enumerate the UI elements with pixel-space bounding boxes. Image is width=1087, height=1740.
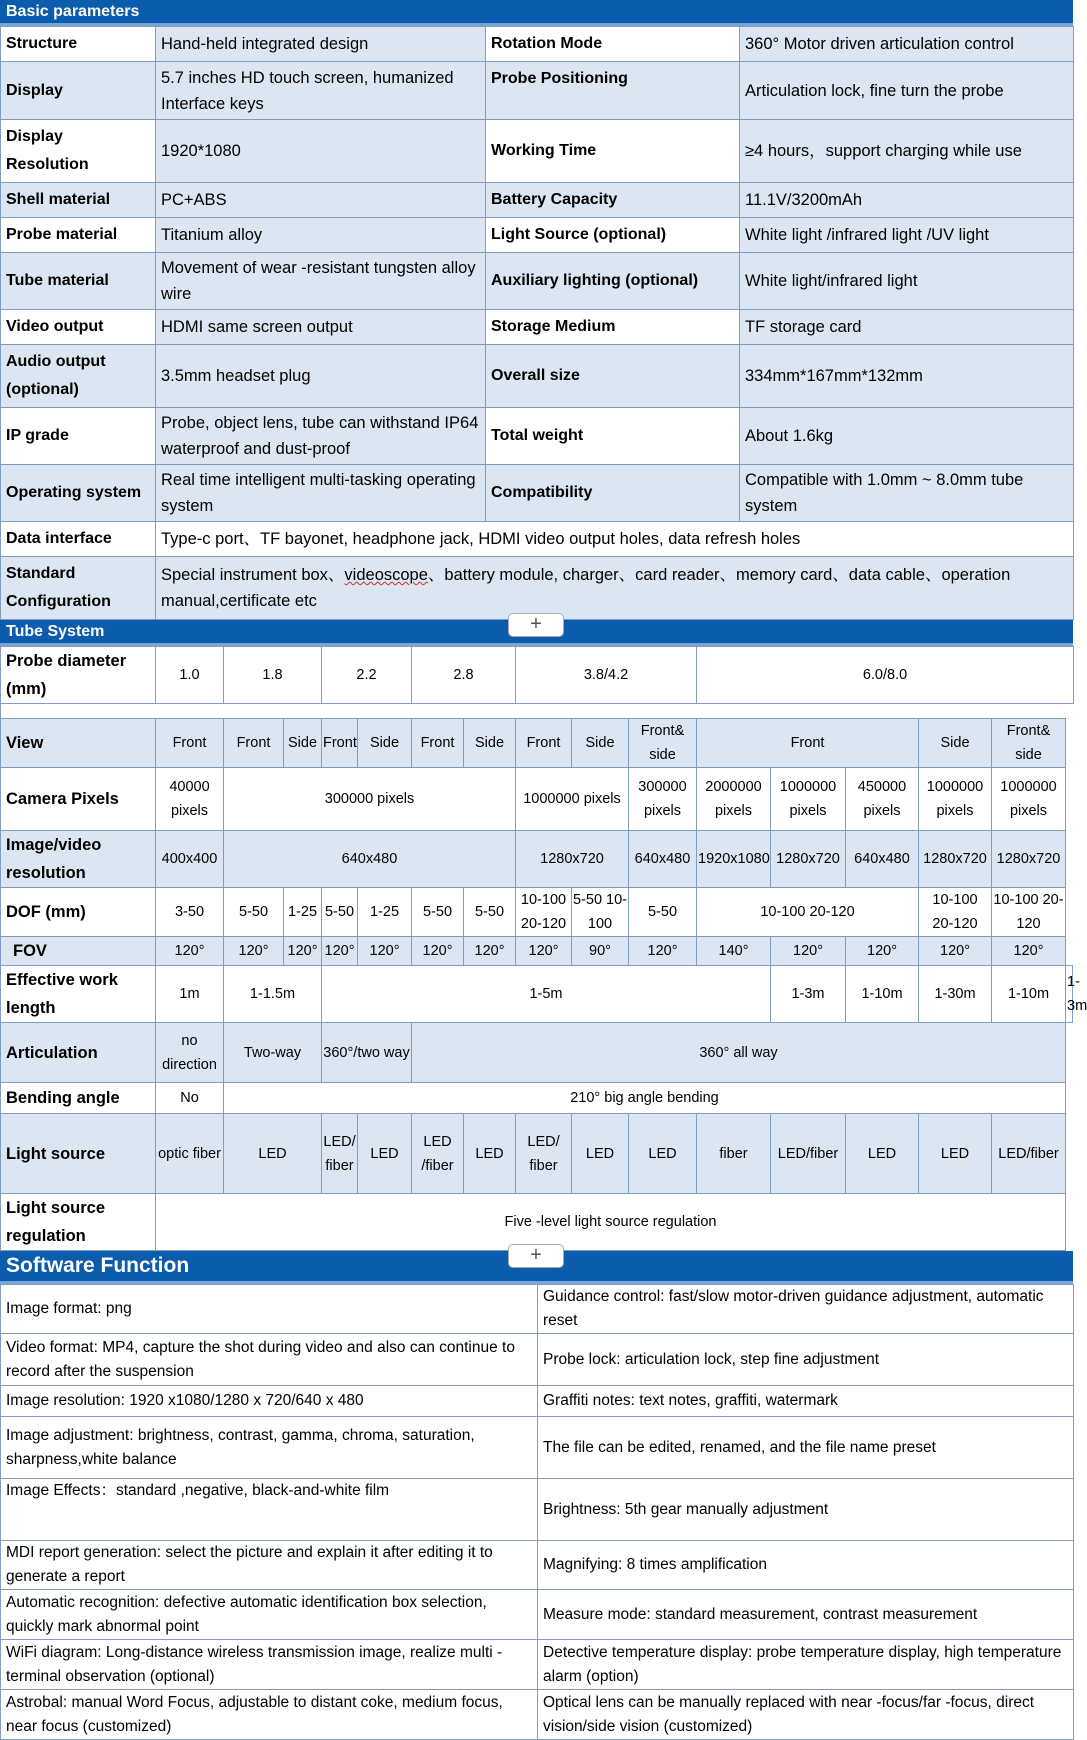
light-source-label: Light source	[1, 1114, 156, 1194]
fov-cell: 120°	[771, 937, 846, 966]
res-cell: 1280x720	[992, 831, 1066, 888]
software-feature-right: Optical lens can be manually replaced with near -focus/far -focus, direct vision/side vision (customized)	[538, 1690, 1074, 1740]
view-cell: Side	[919, 719, 992, 768]
software-feature-left: WiFi diagram: Long-distance wireless transmission image, realize multi -terminal observation (optional)	[1, 1640, 538, 1690]
param-label: Display	[1, 62, 156, 120]
dof-cell: 10-100 20-120	[516, 888, 572, 937]
ewl-cell: 1-5m	[322, 966, 771, 1023]
fov-cell: 120°	[156, 937, 224, 966]
diameter-cell: 6.0/8.0	[697, 647, 1074, 704]
basic-parameters-title: Basic parameters	[6, 2, 140, 20]
data-interface-label: Data interface	[1, 522, 156, 557]
software-row	[1, 1690, 1074, 1740]
param-label: Overall size	[486, 345, 740, 408]
basic-row	[1, 27, 1074, 62]
camera-cell: 300000 pixels	[629, 768, 697, 831]
ewl-cell: 1m	[156, 966, 224, 1023]
table-gap	[0, 704, 1073, 718]
light-cell: LED	[464, 1114, 516, 1194]
view-cell: Front& side	[992, 719, 1066, 768]
param-value: TF storage card	[740, 310, 1074, 345]
res-cell: 640x480	[224, 831, 516, 888]
standard-config-row	[1, 557, 1074, 620]
camera-pixels-label: Camera Pixels	[1, 768, 156, 831]
dof-cell: 10-100 20-120	[919, 888, 992, 937]
ewl-cell: 1-10m	[992, 966, 1066, 1023]
light-cell: LED	[572, 1114, 629, 1194]
param-value: 1920*1080	[156, 120, 486, 183]
view-cell: Front	[156, 719, 224, 768]
param-label: Audio output (optional)	[1, 345, 156, 408]
expand-plus-button[interactable]: +	[508, 613, 564, 637]
param-value: 11.1V/3200mAh	[740, 183, 1074, 218]
software-row	[1, 1479, 1074, 1541]
standard-config-text: 、battery module, charger、card reader、memory card、data cable、operation manual,certificate etc	[161, 566, 1011, 610]
camera-cell: 40000 pixels	[156, 768, 224, 831]
tube-system-table	[0, 718, 1087, 1251]
standard-config-text: videoscope	[344, 566, 428, 584]
fov-cell: 140°	[697, 937, 771, 966]
light-cell: LED/ fiber	[322, 1114, 358, 1194]
param-label: Battery Capacity	[486, 183, 740, 218]
expand-plus-button[interactable]: +	[508, 1244, 564, 1268]
dof-label: DOF (mm)	[1, 888, 156, 937]
software-feature-right: Brightness: 5th gear manually adjustment	[538, 1479, 1074, 1541]
dof-cell: 5-50 10-100	[572, 888, 629, 937]
light-regulation-label: Light source regulation	[1, 1194, 156, 1251]
param-value: PC+ABS	[156, 183, 486, 218]
dof-cell: 5-50	[224, 888, 284, 937]
standard-config-value	[156, 557, 1074, 620]
view-label: View	[1, 719, 156, 768]
param-value: 3.5mm headset plug	[156, 345, 486, 408]
fov-cell: 120°	[322, 937, 358, 966]
param-value: White light /infrared light /UV light	[740, 218, 1074, 253]
work-length-label: Effective work length	[1, 966, 156, 1023]
fov-cell: 120°	[516, 937, 572, 966]
param-label: Working Time	[486, 120, 740, 183]
param-value: Titanium alloy	[156, 218, 486, 253]
param-value: Hand-held integrated design	[156, 27, 486, 62]
basic-row	[1, 120, 1074, 183]
view-cell: Front& side	[629, 719, 697, 768]
ewl-cell: 1-3m	[1066, 966, 1073, 1023]
param-label: Total weight	[486, 408, 740, 465]
software-row	[1, 1285, 1074, 1334]
param-label: Display Resolution	[1, 120, 156, 183]
dof-cell: 1-25	[358, 888, 412, 937]
software-feature-left: Astrobal: manual Word Focus, adjustable to distant coke, medium focus, near focus (customized)	[1, 1690, 538, 1740]
param-value: Real time intelligent multi-tasking operating system	[156, 465, 486, 522]
camera-cell: 1000000 pixels	[992, 768, 1066, 831]
software-feature-left: Image adjustment: brightness, contrast, gamma, chroma, saturation, sharpness,white balance	[1, 1417, 538, 1479]
param-label: Probe material	[1, 218, 156, 253]
software-function-title: Software Function	[6, 1254, 190, 1277]
fov-cell: 120°	[464, 937, 516, 966]
camera-cell: 300000 pixels	[224, 768, 516, 831]
param-label: Shell material	[1, 183, 156, 218]
bend-cell: No	[156, 1083, 224, 1114]
param-label: Probe Positioning	[486, 62, 740, 120]
camera-cell: 2000000 pixels	[697, 768, 771, 831]
dof-cell: 10-100 20-120	[697, 888, 919, 937]
res-cell: 1920x1080	[697, 831, 771, 888]
basic-row	[1, 310, 1074, 345]
fov-cell: 120°	[629, 937, 697, 966]
param-value: About 1.6kg	[740, 408, 1074, 465]
param-value: Movement of wear -resistant tungsten alloy wire	[156, 253, 486, 310]
view-cell: Front	[516, 719, 572, 768]
software-feature-left: Image Effects：standard ,negative, black-and-white film	[1, 1479, 538, 1541]
ewl-cell: 1-1.5m	[224, 966, 322, 1023]
param-label: Auxiliary lighting (optional)	[486, 253, 740, 310]
light-cell: LED/fiber	[771, 1114, 846, 1194]
tube-system-header	[0, 613, 1073, 646]
tube-system-title: Tube System	[6, 622, 105, 640]
resolution-label: Image/video resolution	[1, 831, 156, 888]
view-cell: Side	[284, 719, 322, 768]
basic-parameters-table	[0, 26, 1074, 620]
basic-row	[1, 465, 1074, 522]
software-feature-right: Probe lock: articulation lock, step fine adjustment	[538, 1334, 1074, 1386]
res-cell: 1280x720	[516, 831, 629, 888]
fov-cell: 120°	[919, 937, 992, 966]
articulation-label: Articulation	[1, 1023, 156, 1083]
software-feature-left: Automatic recognition: defective automatic identification box selection, quickly mark abnormal point	[1, 1590, 538, 1640]
ewl-cell: 1-3m	[771, 966, 846, 1023]
software-feature-left: MDI report generation: select the picture and explain it after editing it to generate a report	[1, 1541, 538, 1590]
diameter-cell: 2.2	[322, 647, 412, 704]
software-feature-right: The file can be edited, renamed, and the file name preset	[538, 1417, 1074, 1479]
res-cell: 400x400	[156, 831, 224, 888]
param-label: Operating system	[1, 465, 156, 522]
basic-row	[1, 183, 1074, 218]
standard-config-label: Standard Configuration	[1, 557, 156, 620]
light-regulation-value: Five -level light source regulation	[156, 1194, 1066, 1251]
software-feature-right: Measure mode: standard measurement, contrast measurement	[538, 1590, 1074, 1640]
diameter-cell: 1.8	[224, 647, 322, 704]
diameter-cell: 3.8/4.2	[516, 647, 697, 704]
software-feature-left: Image format: png	[1, 1285, 538, 1334]
artic-cell: no direction	[156, 1023, 224, 1083]
software-row	[1, 1386, 1074, 1417]
data-interface-row	[1, 522, 1074, 557]
software-feature-left: Image resolution: 1920 x1080/1280 x 720/640 x 480	[1, 1386, 538, 1417]
dof-cell: 5-50	[412, 888, 464, 937]
diameter-cell: 1.0	[156, 647, 224, 704]
fov-cell: 120°	[412, 937, 464, 966]
view-cell: Front	[697, 719, 919, 768]
param-label: Video output	[1, 310, 156, 345]
dof-cell: 5-50	[322, 888, 358, 937]
param-label: Structure	[1, 27, 156, 62]
view-cell: Side	[358, 719, 412, 768]
artic-cell: Two-way	[224, 1023, 322, 1083]
camera-cell: 450000 pixels	[846, 768, 919, 831]
view-cell: Front	[412, 719, 464, 768]
probe-diameter-label: Probe diameter (mm)	[1, 647, 156, 704]
light-cell: LED/fiber	[992, 1114, 1066, 1194]
dof-cell: 3-50	[156, 888, 224, 937]
artic-cell: 360° all way	[412, 1023, 1066, 1083]
dof-cell: 1-25	[284, 888, 322, 937]
dof-cell: 5-50	[629, 888, 697, 937]
view-cell: Front	[322, 719, 358, 768]
bend-cell: 210° big angle bending	[224, 1083, 1066, 1114]
standard-config-text: Special instrument box、	[161, 566, 345, 584]
param-label: Rotation Mode	[486, 27, 740, 62]
software-feature-right: Detective temperature display: probe temperature display, high temperature alarm (option)	[538, 1640, 1074, 1690]
light-cell: LED /fiber	[412, 1114, 464, 1194]
param-value: ≥4 hours，support charging while use	[740, 120, 1074, 183]
basic-row	[1, 345, 1074, 408]
software-feature-right: Graffiti notes: text notes, graffiti, watermark	[538, 1386, 1074, 1417]
data-interface-value: Type-c port、TF bayonet, headphone jack, HDMI video output holes, data refresh holes	[156, 522, 1074, 557]
software-function-header	[0, 1244, 1073, 1284]
light-cell: optic fiber	[156, 1114, 224, 1194]
fov-cell: 90°	[572, 937, 629, 966]
basic-row	[1, 253, 1074, 310]
light-cell: LED/ fiber	[516, 1114, 572, 1194]
param-label: Compatibility	[486, 465, 740, 522]
software-function-table	[0, 1284, 1074, 1740]
software-row	[1, 1417, 1074, 1479]
basic-row	[1, 218, 1074, 253]
dof-cell: 5-50	[464, 888, 516, 937]
param-value: HDMI same screen output	[156, 310, 486, 345]
basic-row	[1, 408, 1074, 465]
res-cell: 1280x720	[919, 831, 992, 888]
param-value: White light/infrared light	[740, 253, 1074, 310]
fov-cell: 120°	[358, 937, 412, 966]
basic-row	[1, 62, 1074, 120]
probe-diameter-table	[0, 646, 1074, 704]
fov-label: FOV	[1, 937, 156, 966]
fov-cell: 120°	[284, 937, 322, 966]
res-cell: 1280x720	[771, 831, 846, 888]
light-cell: fiber	[697, 1114, 771, 1194]
ewl-cell: 1-30m	[919, 966, 992, 1023]
param-value: 360° Motor driven articulation control	[740, 27, 1074, 62]
param-value: 5.7 inches HD touch screen, humanized Interface keys	[156, 62, 486, 120]
param-value: Compatible with 1.0mm ~ 8.0mm tube system	[740, 465, 1074, 522]
fov-cell: 120°	[224, 937, 284, 966]
software-feature-right: Guidance control: fast/slow motor-driven guidance adjustment, automatic reset	[538, 1285, 1074, 1334]
param-label: Storage Medium	[486, 310, 740, 345]
light-cell: LED	[224, 1114, 322, 1194]
software-feature-left: Video format: MP4, capture the shot during video and also can continue to record after the suspension	[1, 1334, 538, 1386]
light-cell: LED	[629, 1114, 697, 1194]
camera-cell: 1000000 pixels	[771, 768, 846, 831]
res-cell: 640x480	[629, 831, 697, 888]
res-cell: 640x480	[846, 831, 919, 888]
software-row	[1, 1334, 1074, 1386]
bending-angle-label: Bending angle	[1, 1083, 156, 1114]
software-row	[1, 1541, 1074, 1590]
light-cell: LED	[919, 1114, 992, 1194]
camera-cell: 1000000 pixels	[919, 768, 992, 831]
view-cell: Side	[464, 719, 516, 768]
software-row	[1, 1640, 1074, 1690]
artic-cell: 360°/two way	[322, 1023, 412, 1083]
ewl-cell: 1-10m	[846, 966, 919, 1023]
light-cell: LED	[358, 1114, 412, 1194]
fov-cell: 120°	[992, 937, 1066, 966]
param-value: 334mm*167mm*132mm	[740, 345, 1074, 408]
fov-cell: 120°	[846, 937, 919, 966]
basic-parameters-header	[0, 0, 1073, 26]
diameter-cell: 2.8	[412, 647, 516, 704]
software-feature-right: Magnifying: 8 times amplification	[538, 1541, 1074, 1590]
param-label: Tube material	[1, 253, 156, 310]
light-cell: LED	[846, 1114, 919, 1194]
dof-cell: 10-100 20-120	[992, 888, 1066, 937]
param-label: Light Source (optional)	[486, 218, 740, 253]
param-value: Articulation lock, fine turn the probe	[740, 62, 1074, 120]
param-label: IP grade	[1, 408, 156, 465]
software-row	[1, 1590, 1074, 1640]
param-value: Probe, object lens, tube can withstand IP64 waterproof and dust-proof	[156, 408, 486, 465]
view-cell: Side	[572, 719, 629, 768]
camera-cell: 1000000 pixels	[516, 768, 629, 831]
view-cell: Front	[224, 719, 284, 768]
